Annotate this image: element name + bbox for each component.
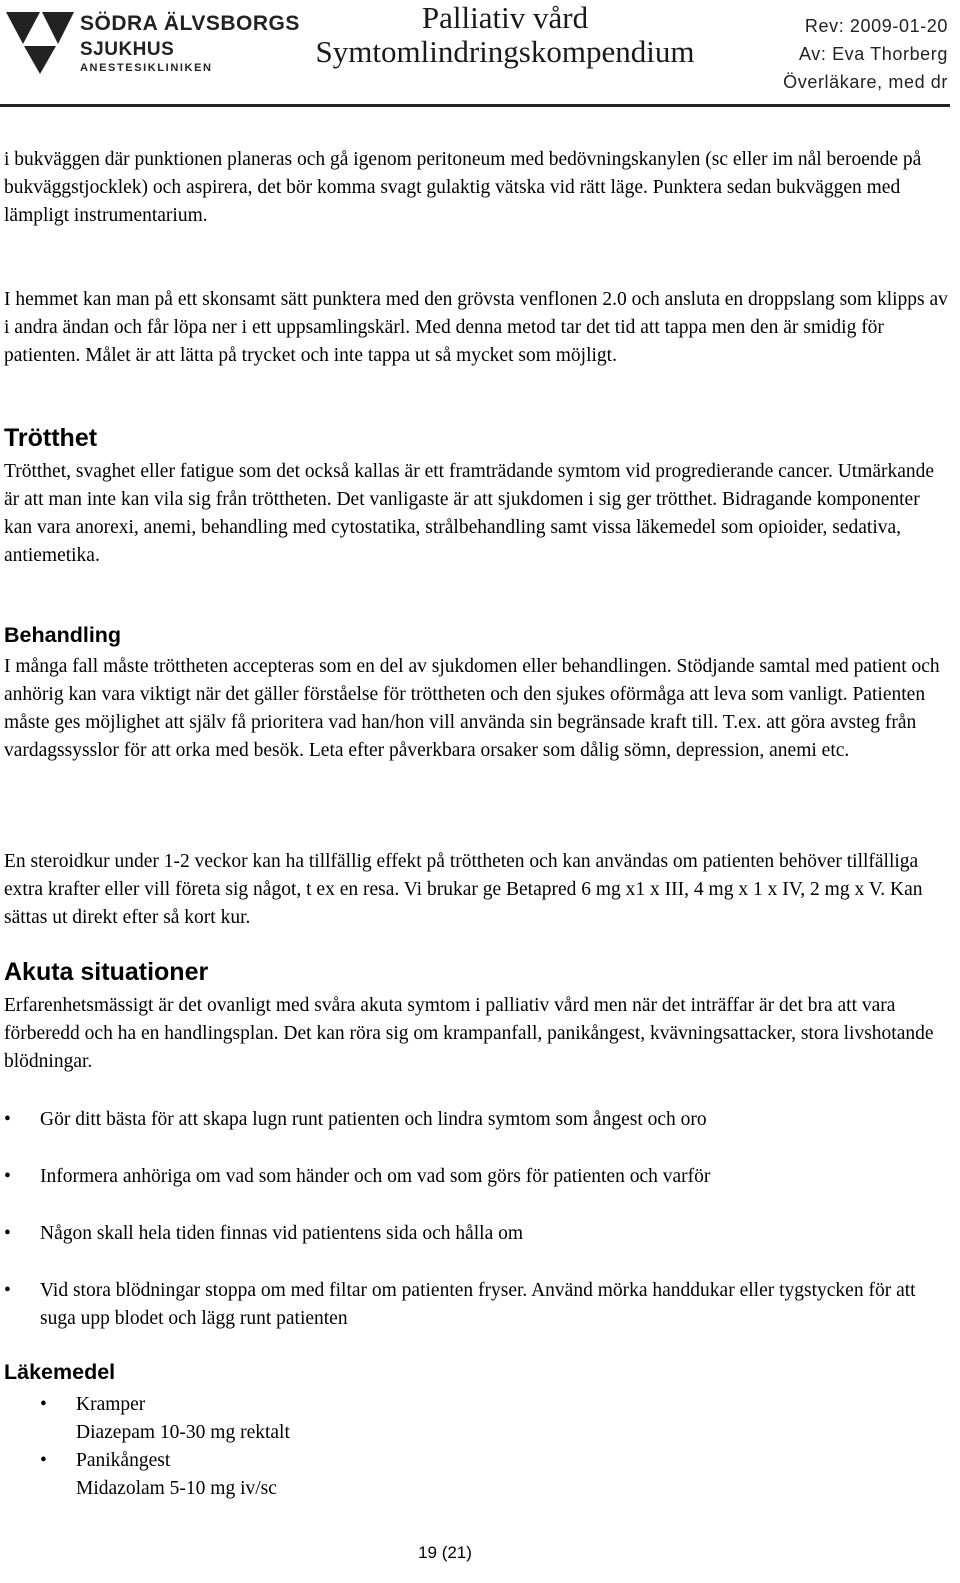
- list-item-text: Gör ditt bästa för att skapa lugn runt patienten och lindra symtom som ångest och oro: [40, 1109, 707, 1130]
- list-item: [4, 1163, 949, 1191]
- list-item: [4, 1277, 949, 1333]
- list-item: [4, 1220, 949, 1248]
- acute-paragraph: Erfarenhetsmässigt är det ovanligt med svåra akuta symtom i palliativ vård men när det inträffar är det bra att vara förberedd och ha en handlingsplan. Det kan röra sig om krampanfall, panikångest, kvävningsattacker, stora livshotande blödningar.: [4, 995, 934, 1072]
- document-title: Palliativ vård: [421, 0, 589, 35]
- list-item-text: Någon skall hela tiden finnas vid patientens sida och hålla om: [40, 1223, 524, 1244]
- fatigue-paragraph: Trötthet, svaghet eller fatigue som det också kallas är ett framträdande symtom vid progredierande cancer. Utmärkande är att man inte kan vila sig från tröttheten. Det vanligaste är att sjukdomen i sig ger trötthet. Bidragande komponenter kan vara anorexi, anemi, behandling med cytostatika, strålbehandling samt vissa läkemedel som opioider, sedativa, antiemetika.: [4, 461, 935, 566]
- hospital-logo: [4, 6, 300, 76]
- treatment-heading: Behandling: [4, 623, 122, 647]
- home-paragraph: I hemmet kan man på ett skonsamt sätt punktera med den grövsta venflonen 2.0 och ansluta en droppslang som klipps av i andra ändan och får löpa ner i ett uppsamlingskärl. Med denna metod tar det tid att tappa men den är smidig för patienten. Målet är att lätta på trycket och inte tappa ut så mycket som möjligt.: [4, 289, 948, 366]
- treatment-paragraph: I många fall måste tröttheten accepteras som en del av sjukdomen eller behandlingen. Stödjande samtal med patient och anhörig kan vara viktigt när det gäller förståelse för tröttheten och den sjukes oförmåga att leva som vanligt. Patienten måste ges möjlighet att själv få prioritera vad han/hon vill använda sin begränsade kraft till. T.ex. att göra avsteg från vardagssysslor för att orka med besök. Leta efter påverkbara orsaker som dålig sömn, depression, anemi etc.: [4, 656, 940, 761]
- drug-item: [4, 1447, 604, 1503]
- bullet-icon: •: [40, 1394, 47, 1415]
- bullet-icon: •: [4, 1166, 11, 1187]
- list-item: [4, 1106, 949, 1134]
- page-number: 19 (21): [418, 1543, 472, 1562]
- drug-dose: Midazolam 5-10 mg iv/sc: [76, 1478, 277, 1499]
- list-item-text: Vid stora blödningar stoppa om med filtar om patienten fryser. Använd mörka handdukar eller tygstycken för att suga upp blodet och lägg runt patienten: [40, 1280, 916, 1329]
- steroid-paragraph: En steroidkur under 1-2 veckor kan ha tillfällig effekt på tröttheten och kan användas om patienten behöver tillfälliga extra krafter eller vill företa sig något, t ex en resa. Vi brukar ge Betapred 6 mg x1 x III, 4 mg x 1 x IV, 2 mg x V. Kan sättas ut direkt efter så kort kur.: [4, 851, 923, 928]
- drugs-heading: Läkemedel: [4, 1360, 116, 1384]
- fatigue-heading: Trötthet: [4, 424, 98, 452]
- page-header: [0, 0, 960, 110]
- author: Av: Eva Thorberg: [798, 44, 948, 64]
- hospital-emblem-icon: [4, 10, 76, 74]
- logo-text-line2: SJUKHUS: [80, 39, 175, 60]
- drug-list: [4, 1391, 604, 1503]
- bullet-icon: •: [4, 1109, 11, 1130]
- drug-indication: Kramper: [76, 1394, 146, 1415]
- document-subtitle: Symtomlindringskompendium: [315, 34, 695, 69]
- drug-item: [4, 1391, 604, 1447]
- acute-bullet-list: [4, 1106, 949, 1362]
- drug-dose: Diazepam 10-30 mg rektalt: [76, 1422, 290, 1443]
- intro-paragraph: i bukväggen där punktionen planeras och gå igenom peritoneum med bedövningskanylen (sc eller im nål beroende på bukväggstjocklek) och aspirera, det bör komma svagt gulaktig vätska vid rätt läge. Punktera sedan bukväggen med lämpligt instrumentarium.: [4, 149, 922, 226]
- revision-date: Rev: 2009-01-20: [804, 16, 948, 36]
- header-divider: [0, 104, 950, 107]
- bullet-icon: •: [4, 1280, 11, 1301]
- bullet-icon: •: [40, 1450, 47, 1471]
- bullet-icon: •: [4, 1223, 11, 1244]
- drug-indication: Panikångest: [76, 1450, 171, 1471]
- acute-heading: Akuta situationer: [4, 958, 209, 986]
- logo-text-line3: ANESTESIKLINIKEN: [80, 62, 213, 74]
- list-item-text: Informera anhöriga om vad som händer och om vad som görs för patienten och varför: [40, 1166, 711, 1187]
- logo-text-line1: SÖDRA ÄLVSBORGS: [80, 12, 300, 35]
- author-title: Överläkare, med dr: [783, 72, 948, 92]
